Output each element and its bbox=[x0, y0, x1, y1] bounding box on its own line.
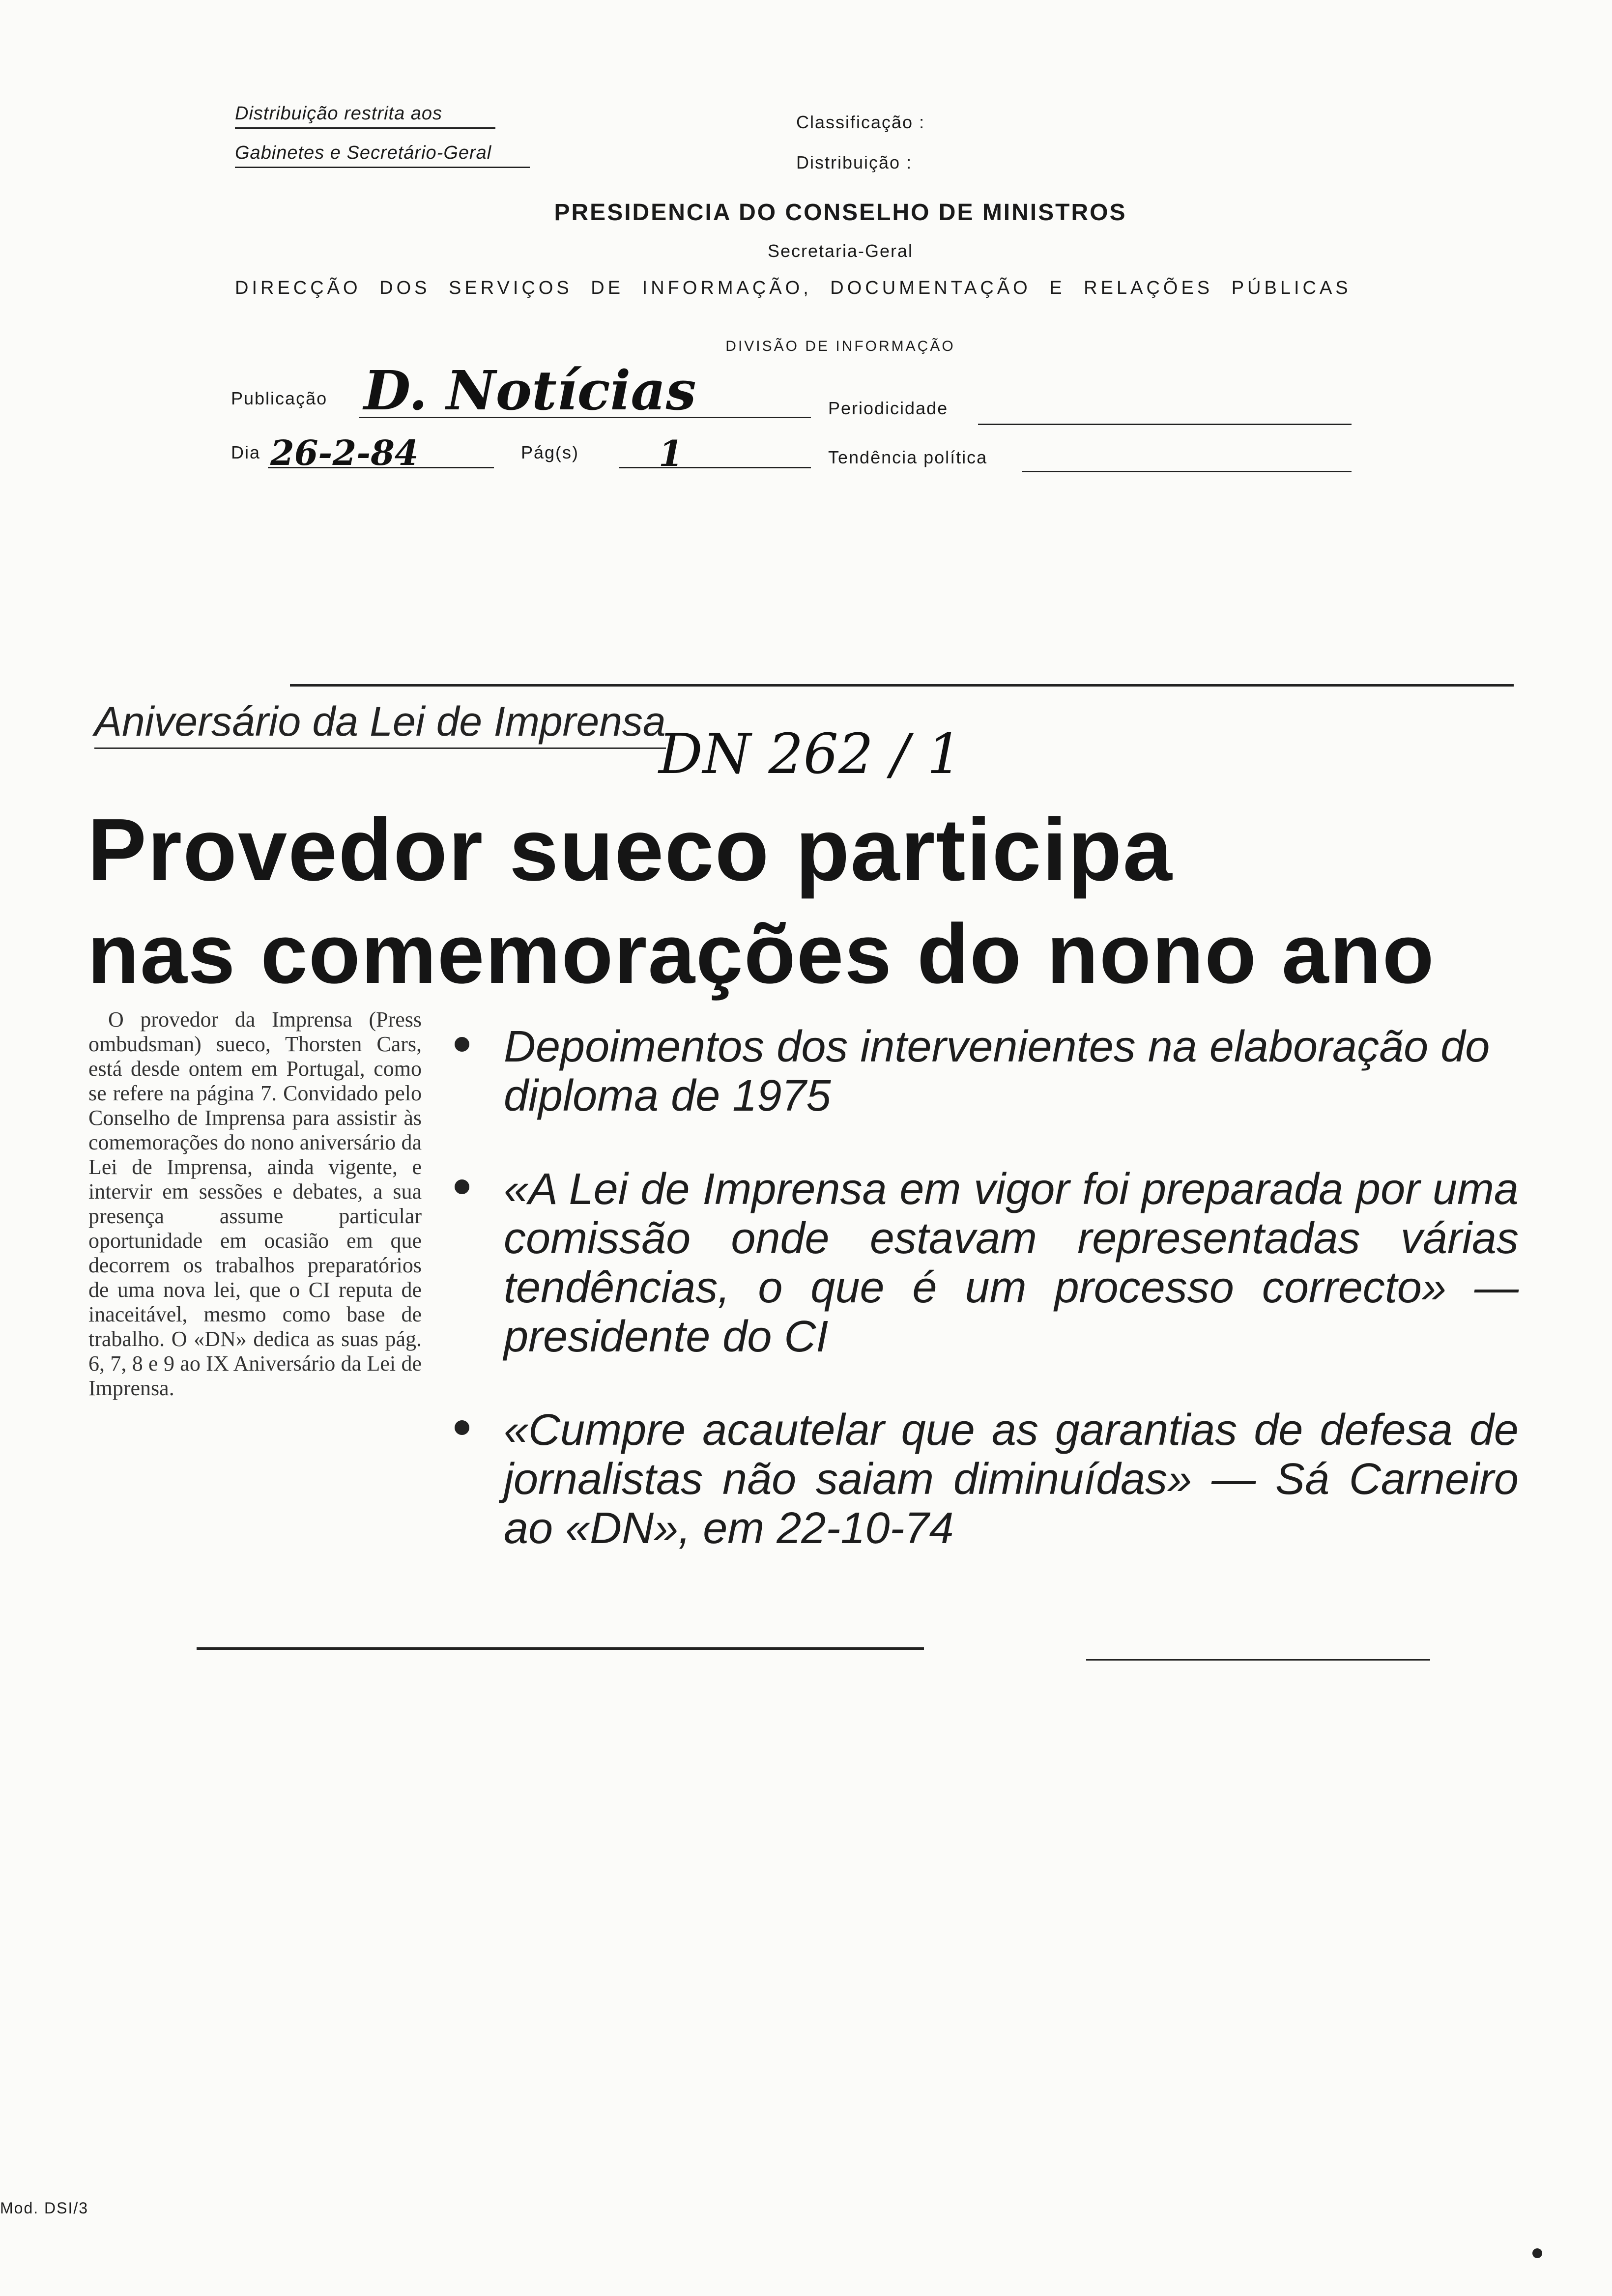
article-body: O provedor da Imprensa (Press ombudsman) sueco, Thorsten Cars, está desde ontem em Portugal, como se refere na página 7. Convidado pelo Conselho de Imprensa para assistir às comemorações do nono aniversário da Lei de Imprensa, ainda vigente, e intervir em sessões e debates, a sua presença assume particular oportunidade em ocasião em que decorrem os trabalhos preparatórios de uma nova lei, que o CI reputa de inaceitável, mesmo como base de trabalho. O «DN» dedica as suas pág. 6, 7, 8 e 9 ao IX Aniversário da Lei de Imprensa. bbox=[88, 1007, 422, 1400]
pags-label: Pág(s) bbox=[521, 442, 579, 462]
list-item bbox=[447, 1165, 1519, 1361]
bullet-list bbox=[447, 1022, 1519, 1553]
tendencia-underline bbox=[1022, 471, 1352, 472]
periodicidade-underline bbox=[978, 424, 1352, 425]
dia-label: Dia bbox=[231, 442, 261, 462]
directorate-name: DIRECÇÃO DOS SERVIÇOS DE INFORMAÇÃO, DOCUMENTAÇÃO E RELAÇÕES PÚBLICAS bbox=[235, 278, 1352, 298]
clipping-top-rule bbox=[290, 684, 1514, 687]
tendencia-label: Tendência política bbox=[828, 447, 988, 467]
list-item bbox=[447, 1022, 1519, 1120]
classificacao-label: Classificação : bbox=[796, 112, 925, 132]
publicacao-label: Publicação bbox=[231, 388, 328, 408]
bullet-icon bbox=[455, 1037, 469, 1052]
bullet-icon bbox=[455, 1179, 469, 1194]
form-code: Mod. DSI/3 bbox=[0, 2199, 89, 2217]
pags-value: 1 bbox=[659, 432, 684, 474]
dia-underline bbox=[268, 467, 494, 468]
bullet-text: «Cumpre acautelar que as garantias de defesa de jornalistas não saiam diminuídas» — Sá Carneiro ao «DN», em 22-10-74 bbox=[504, 1406, 1519, 1553]
headline-line1: Provedor sueco participa bbox=[87, 801, 1173, 899]
publicacao-value: D. Notícias bbox=[364, 359, 696, 422]
restricted-distribution-line2: Gabinetes e Secretário-Geral bbox=[235, 143, 530, 168]
publicacao-underline bbox=[359, 417, 811, 418]
scan-speck bbox=[1532, 2248, 1542, 2258]
article-kicker: Aniversário da Lei de Imprensa bbox=[94, 698, 666, 749]
restricted-distribution-line1: Distribuição restrita aos bbox=[235, 103, 495, 129]
periodicidade-label: Periodicidade bbox=[828, 398, 949, 418]
clipping-bottom-rule-right bbox=[1086, 1659, 1430, 1661]
org-subtitle: Secretaria-Geral bbox=[767, 241, 914, 261]
headline-line2: nas comemorações do nono ano bbox=[87, 907, 1435, 1001]
dia-value: 26-2-84 bbox=[270, 432, 419, 473]
handwritten-reference: DN 262 / 1 bbox=[659, 722, 962, 786]
distribuicao-label: Distribuição : bbox=[796, 152, 913, 172]
org-title: PRESIDENCIA DO CONSELHO DE MINISTROS bbox=[554, 200, 1127, 226]
bullet-text: Depoimentos dos intervenientes na elaboração do diploma de 1975 bbox=[504, 1022, 1490, 1120]
bullet-text: «A Lei de Imprensa em vigor foi preparada por uma comissão onde estavam representadas várias tendências, o que é um processo correcto» — presidente do CI bbox=[504, 1165, 1519, 1361]
bullet-icon bbox=[455, 1420, 469, 1435]
pags-underline bbox=[619, 467, 811, 468]
clipping-bottom-rule bbox=[197, 1647, 924, 1650]
division-name: DIVISÃO DE INFORMAÇÃO bbox=[725, 338, 955, 354]
list-item bbox=[447, 1406, 1519, 1553]
